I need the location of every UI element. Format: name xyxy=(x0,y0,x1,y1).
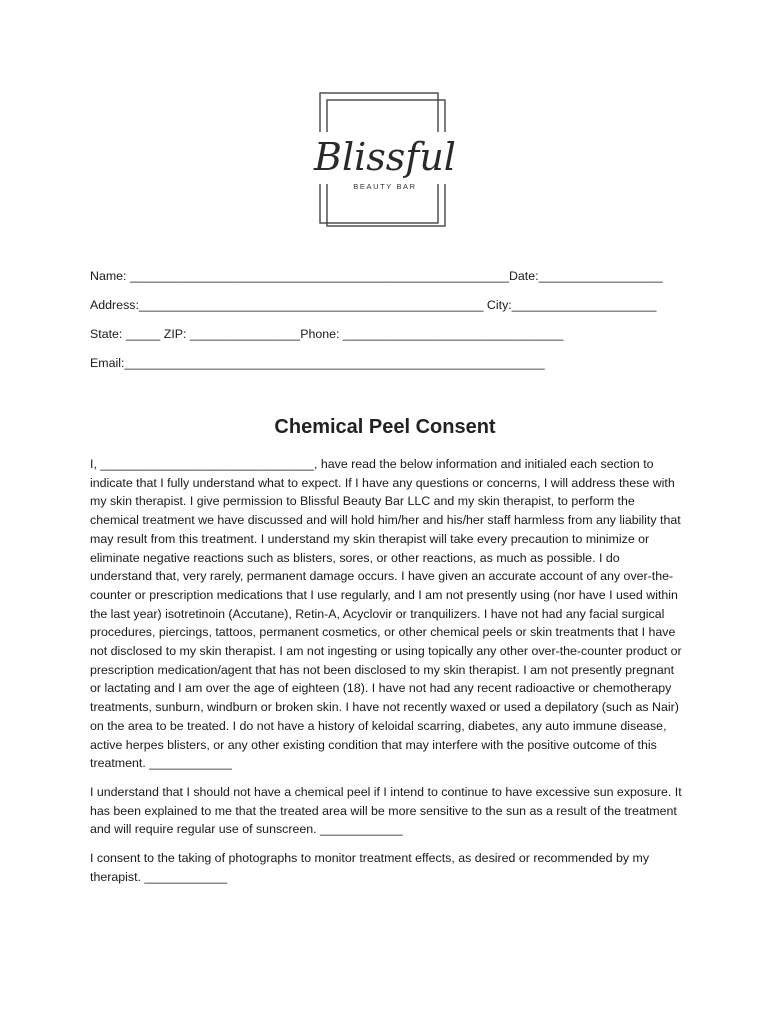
logo-sub-text: BEAUTY BAR xyxy=(353,182,417,191)
brand-logo xyxy=(288,90,482,230)
state-field[interactable]: _____ xyxy=(125,327,161,341)
date-label: Date: xyxy=(508,269,539,283)
name-label: Name: xyxy=(90,269,127,283)
state-label: State: xyxy=(90,327,123,341)
logo-frame xyxy=(288,90,482,230)
zip-label: ZIP: xyxy=(163,327,187,341)
name-date-row xyxy=(90,262,690,291)
address-field[interactable]: __________________________________________________ xyxy=(138,298,484,312)
city-field[interactable]: _____________________ xyxy=(511,298,657,312)
date-field[interactable]: __________________ xyxy=(538,269,663,283)
consent-paragraph-sun-exposure: I understand that I should not have a chemical peel if I intend to continue to have excessive sun exposure. It has been explained to me that the treated area will be more sensitive to the sun as a result of the treatment and will require regular use of sunscreen. ____________ xyxy=(90,784,682,837)
state-zip-phone-row xyxy=(90,320,690,349)
email-label: Email: xyxy=(90,356,125,370)
logo-script-text: Blissful xyxy=(314,135,456,179)
city-label: City: xyxy=(486,298,512,312)
consent-body xyxy=(90,455,682,896)
zip-field[interactable]: ________________ xyxy=(189,327,301,341)
phone-label: Phone: xyxy=(300,327,340,341)
consent-paragraph-photographs: I consent to the taking of photographs to monitor treatment effects, as desired or recommended by my therapist. ____________ xyxy=(90,851,650,884)
consent-paragraph-acknowledgement: I, _______________________________, have read the below information and initialed each section to indicate that I fully understand what to expect. If I have any questions or concerns, I will address these with my skin therapist. I give permission to Blissful Beauty Bar LLC and my skin therapist, to perform the chemical treatment we have discussed and will hold him/her and his/her staff harmless from any liability that may result from this treatment. I understand my skin therapist will take every precaution to minimize or eliminate negative reactions such as blisters, sores, or other reactions, as much as possible. I do understand that, very rarely, permanent damage occurs. I have given an accurate account of any over-the-counter or prescription medications that I use regularly, and I am not presently using (nor have I used within the last year) isotretinoin (Accutane), Retin-A, Acyclovir or tranquilizers. I have not had any facial surgical procedures, piercings, tattoos, permanent cosmetics, or other chemical peels or skin treatments that I have not disclosed to my skin therapist. I am not ingesting or using topically any other over-the-counter product or prescription medication/agent that has not been disclosed to my skin therapist. I am not presently pregnant or lactating and I am over the age of eighteen (18). I have not had any recent radioactive or chemotherapy treatments, sunburn, windburn or broken skin. I have not recently waxed or used a depilatory (such as Nair) on the area to be treated. I do not have a history of keloidal scarring, diabetes, any auto immune disease, active herpes blisters, or any other existing condition that may interfere with the positive outcome of this treatment. ____________ xyxy=(90,457,682,771)
name-field[interactable]: _______________________________________________________ xyxy=(129,269,509,283)
address-label: Address: xyxy=(90,298,139,312)
email-field[interactable]: _____________________________________________________________ xyxy=(124,356,545,370)
address-city-row xyxy=(90,291,690,320)
email-row xyxy=(90,349,690,378)
client-info-fields xyxy=(90,262,690,378)
document-title: Chemical Peel Consent xyxy=(274,416,496,438)
phone-field[interactable]: ________________________________ xyxy=(342,327,564,341)
